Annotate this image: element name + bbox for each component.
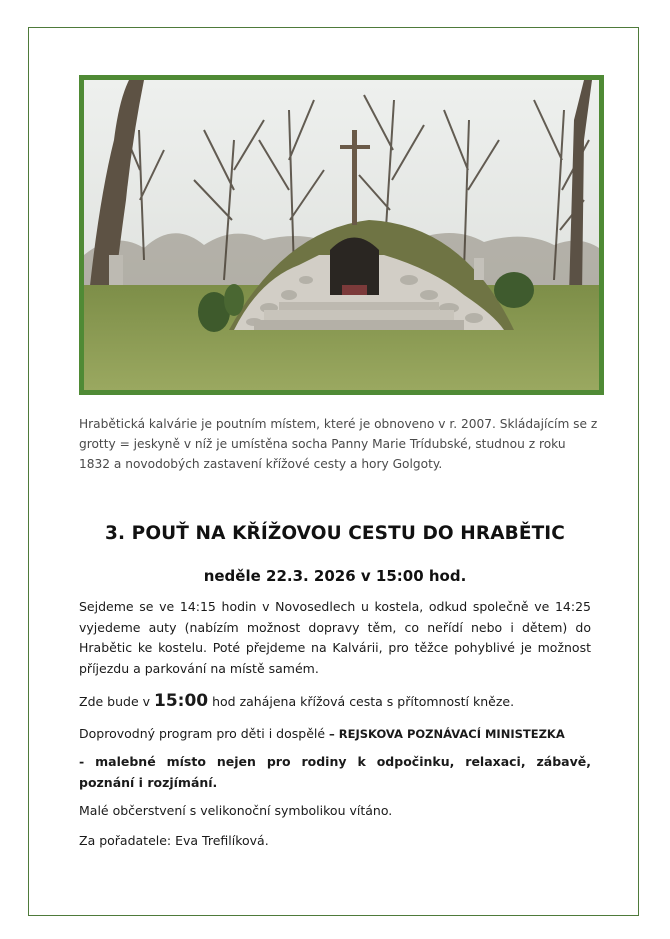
kalvarie-photo: [79, 75, 604, 395]
start-time: 15:00: [154, 691, 209, 711]
event-date: neděle 22.3. 2026 v 15:00 hod.: [203, 567, 467, 585]
program-prefix: Doprovodný program pro děti i dospělé: [79, 726, 330, 741]
start-suffix: hod zahájena křížová cesta s přítomností kněze.: [208, 694, 515, 709]
grotto-illustration: [84, 80, 599, 390]
event-title: 3. POUŤ NA KŘÍŽOVOU CESTU DO HRABĚTIC: [105, 523, 565, 544]
refreshments-info: Malé občerstvení s velikonoční symbolikou vítáno.: [79, 803, 393, 818]
start-prefix: Zde bude v: [79, 694, 154, 709]
program-info: [79, 724, 591, 745]
organizer-info: Za pořadatele: Eva Trefilíková.: [79, 833, 269, 848]
program-name: – REJSKOVA POZNÁVACÍ MINISTEZKA: [329, 727, 565, 741]
start-info: [79, 691, 591, 713]
place-description: - malebné místo nejen pro rodiny k odpočinku, relaxaci, zábavě, poznání i rozjímání.: [79, 754, 591, 790]
photo-caption: Hrabětická kalvárie je poutním místem, které je obnoveno v r. 2007. Skládajícím se z grotty = jeskyně v níž je umístěna socha Panny Marie Trídubské, studnou z roku 1832 a novodobých zastavení křížové cesty a hory Golgoty.: [79, 417, 598, 471]
meeting-info: Sejdeme se ve 14:15 hodin v Novosedlech u kostela, odkud společně ve 14:25 vyjedeme auty (nabízím možnost dopravy těm, co neřídí nebo i dětem) do Hrabětic ke kostelu. Poté přejdeme na Kalvárii, pro těžce pohyblivé je možnost příjezdu a parkování na místě samém.: [79, 599, 591, 676]
